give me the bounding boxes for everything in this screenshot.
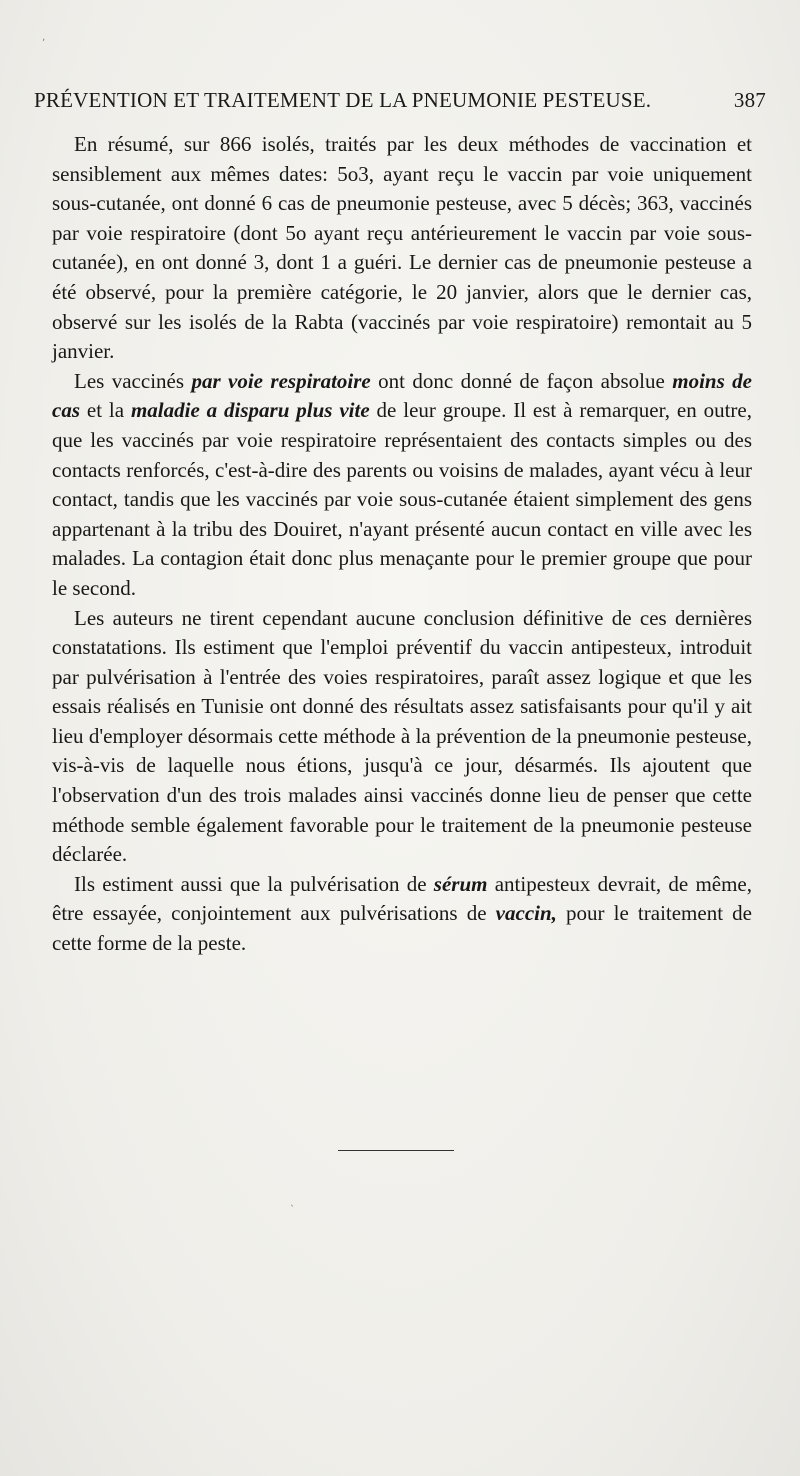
italic-phrase: moins de cas [52, 368, 752, 423]
text-segment: pour le traitement de cette forme de la peste. [52, 901, 752, 956]
italic-phrase: maladie a disparu plus vite [130, 398, 370, 423]
text-segment: ont donc donné de façon absolue [370, 368, 673, 393]
text-segment: Les auteurs ne tirent cependant aucune conclusion définitive de ces dernières constatations. Ils estiment que l'emploi préventif du vaccin antipesteux, introduit par pulvérisation à l'entrée des voies respiratoires, paraît assez logique et que les essais réalisés en Tunisie ont donné des résultats assez satisfaisants pour qu'il y ait lieu d'employer désormais cette méthode à la prévention de la pneumonie pesteuse, vis-à-vis de laquelle nous étions, jusqu'à ce jour, désarmés. Ils ajoutent que l'observation d'un des trois malades ainsi vaccinés donne lieu de penser que cette méthode semble également favorable pour le traitement de la pneumonie pesteuse déclarée. [52, 605, 752, 867]
text-segment: antipesteux devrait, de même, être essayée, conjointement aux pulvérisations de [52, 871, 753, 926]
italic-phrase: vaccin, [495, 901, 557, 926]
paragraph-respiratory-results [52, 367, 752, 604]
running-title: PRÉVENTION ET TRAITEMENT DE LA PNEUMONIE PESTEUSE. [34, 88, 652, 112]
paragraph-summary [52, 130, 752, 367]
body-text [52, 130, 752, 959]
italic-phrase: par voie respiratoire [191, 368, 371, 393]
italic-phrase: sérum [433, 871, 488, 896]
paragraph-serum [52, 870, 752, 959]
paragraph-conclusions [52, 604, 752, 870]
text-segment: Ils estiment aussi que la pulvérisation de [74, 871, 434, 896]
running-header [34, 88, 766, 113]
text-segment: En résumé, sur 866 isolés, traités par les deux méthodes de vaccination et sensiblement aux mêmes dates: 5o3, ayant reçu le vaccin par voie uniquement sous-cutanée, ont donné 6 cas de pneumonie pesteuse, avec 5 décès; 363, vaccinés par voie respiratoire (dont 5o ayant reçu antérieurement le vaccin par voie sous-cutanée), en ont donné 3, dont 1 a guéri. Le dernier cas de pneumonie pesteuse a été observé, pour la première catégorie, le 20 janvier, alors que le dernier cas, observé sur les isolés de la Rabta (vaccinés par voie respiratoire) remontait au 5 janvier. [52, 132, 752, 364]
page-number: 387 [733, 88, 766, 112]
text-segment: et la [80, 398, 131, 423]
text-segment: de leur groupe. Il est à remarquer, en outre, que les vaccinés par voie respiratoire représentaient des contacts simples ou des contacts renforcés, c'est-à-dire des parents ou voisins de malades, ayant vécu à leur contact, tandis que les vaccinés par voie sous-cutanée étaient simplement des gens appartenant à la tribu des Douiret, n'ayant présenté aucun contact en ville avec les malades. La contagion était donc plus menaçante pour le premier groupe que pour le second. [52, 398, 752, 600]
scan-speck: ˎ [290, 1196, 295, 1207]
section-end-rule [338, 1150, 454, 1151]
scan-speck: ʼ [42, 38, 46, 49]
text-segment: Les vaccinés [74, 368, 192, 393]
